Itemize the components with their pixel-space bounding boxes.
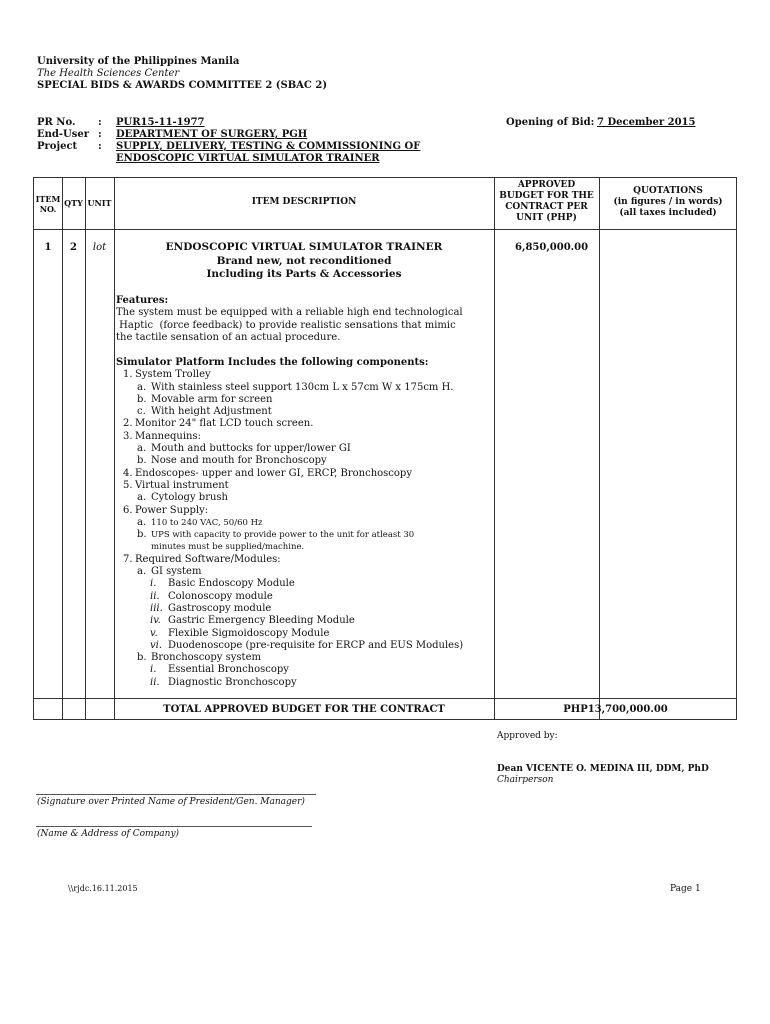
university-subtitle: The Health Sciences Center [37,68,180,79]
signature-line-2 [36,826,312,827]
platform-item-marker: 1. [123,369,133,381]
item-title: ENDOSCOPIC VIRTUAL SIMULATOR TRAINER Brand new, not reconditioned Including its Parts & Accessories [165,241,443,280]
project-sep: : [98,141,102,152]
platform-item [116,468,428,480]
platform-block [116,357,464,688]
row-unit: lot [92,242,107,253]
platform-item-text: Monitor 24" flat LCD touch screen. [135,418,314,430]
header-quotations: QUOTATIONS (in figures / in words) (all taxes included) [613,186,723,218]
platform-item [116,455,428,467]
platform-item-text: Mouth and buttocks for upper/lower GI [151,443,351,455]
platform-item-marker: b. [137,529,147,541]
platform-item [116,615,428,627]
platform-item-text: Power Supply: [135,504,209,516]
header-item-description: ITEM DESCRIPTION [251,197,357,207]
platform-item [116,480,428,492]
platform-item-text: Colonoscopy module [168,590,273,602]
platform-item [116,505,428,517]
header-qty: QTY [64,198,83,208]
platform-item-marker: b. [137,455,147,467]
platform-item [116,603,428,615]
platform-item [116,664,428,676]
features-block: Features: The system must be equipped with a reliable high end technological Haptic (force feedback) to provide realistic sensations that mimic the tactile sensation of an actual procedure. [116,295,463,343]
platform-item-text: Basic Endoscopy Module [168,578,295,590]
pr-label: PR No. [37,117,76,128]
platform-item-text: Mannequins: [135,430,201,442]
footer-reference: \\rjdc.16.11.2015 [68,884,138,893]
platform-item [116,517,428,529]
platform-item [116,591,428,603]
row-budget: 6,850,000.00 [515,242,589,253]
platform-item-marker: 3. [123,430,133,442]
platform-item-marker: 2. [123,418,133,430]
signature-caption-1: (Signature over Printed Name of President/Gen. Manager) [37,797,305,807]
header-approved-budget: APPROVED BUDGET FOR THE CONTRACT PER UNIT (PHP) [499,180,594,223]
platform-item-marker: ii. [150,676,160,688]
enduser-value: DEPARTMENT OF SURGERY, PGH [116,129,308,140]
approver-title: Chairperson [497,775,554,785]
platform-item [116,639,464,652]
platform-item-marker: a. [137,443,147,455]
platform-list [116,369,464,688]
platform-item-text: UPS with capacity to provide power to the unit for atleast 30 [151,530,415,541]
platform-item [116,406,428,418]
platform-item-text: Duodenoscope (pre-requisite for ERCP and EUS Modules) [168,639,464,651]
platform-item-marker: i. [150,664,157,676]
platform-item-text: Endoscopes- upper and lower GI, ERCP, Bronchoscopy [135,467,412,479]
platform-item-marker: a. [137,492,147,504]
platform-item [116,394,428,406]
platform-item-marker: b. [137,652,147,664]
platform-item [116,578,428,590]
platform-item-marker: c. [137,406,146,418]
project-value-line2: ENDOSCOPIC VIRTUAL SIMULATOR TRAINER [116,153,380,164]
enduser-label: End-User [37,129,90,140]
platform-item [116,418,428,430]
pr-sep: : [98,117,102,128]
total-label: TOTAL APPROVED BUDGET FOR THE CONTRACT [163,704,445,715]
platform-item-text: Gastric Emergency Bleeding Module [168,615,355,627]
platform-item-text: Bronchoscopy system [151,652,261,664]
enduser-sep: : [98,129,102,140]
header-item-no: ITEM NO. [35,194,61,214]
platform-item-marker: 4. [123,467,133,479]
platform-item-text: With stainless steel support 130cm L x 57cm W x 175cm H. [151,381,454,393]
approved-by-label: Approved by: [497,731,558,741]
platform-item-marker: vi. [150,639,163,651]
platform-item [116,677,428,689]
platform-item-text: GI system [151,566,202,578]
opening-label: Opening of Bid: [506,117,595,128]
platform-item-text: System Trolley [135,369,211,381]
platform-item-text: With height Adjustment [151,406,272,418]
platform-item [116,431,428,443]
platform-item-text: Movable arm for screen [151,393,273,405]
platform-item-marker: 6. [123,504,133,516]
platform-item [116,566,428,578]
platform-item-marker: b. [137,393,147,405]
row-qty: 2 [70,242,77,253]
platform-item-marker: a. [137,566,147,578]
platform-item-text: Nose and mouth for Bronchoscopy [151,455,327,467]
platform-item-text: Cytology brush [151,492,228,504]
signature-line-1 [36,794,316,795]
platform-item [116,628,428,640]
row-item-no: 1 [44,242,52,253]
platform-item-marker: a. [137,516,147,528]
platform-item-text: Flexible Sigmoidoscopy Module [168,627,330,639]
platform-item [116,492,428,504]
platform-item-marker: iv. [150,615,161,627]
signature-caption-2: (Name & Address of Company) [37,829,180,839]
university-name: University of the Philippines Manila [37,56,240,67]
platform-item-text: Gastroscopy module [168,602,272,614]
platform-item-marker: v. [150,627,158,639]
header-unit: UNIT [87,198,112,208]
platform-item [116,554,428,566]
platform-item [116,652,428,664]
platform-item-text: Virtual instrument [135,479,229,491]
platform-item [116,541,428,553]
project-label: Project [37,141,78,152]
platform-item-text: 110 to 240 VAC, 50/60 Hz [151,517,263,528]
platform-item-text: Required Software/Modules: [135,553,281,565]
platform-item [116,381,454,394]
platform-item-marker: 5. [123,479,133,491]
opening-date: 7 December 2015 [597,117,696,128]
platform-item-marker: i. [150,578,157,590]
platform-item-text: minutes must be supplied/machine. [151,542,305,553]
page-number: Page 1 [670,884,701,894]
approver-name: Dean VICENTE O. MEDINA III, DDM, PhD [497,764,709,774]
platform-item-text: Essential Bronchoscopy [168,664,289,676]
platform-heading: Simulator Platform Includes the following components: [116,357,429,368]
project-value-line1: SUPPLY, DELIVERY, TESTING & COMMISSIONING OF [116,141,421,152]
pr-value: PUR15-11-1977 [116,117,205,128]
committee-name: SPECIAL BIDS & AWARDS COMMITTEE 2 (SBAC 2) [37,80,328,91]
platform-item-marker: ii. [150,590,160,602]
platform-item-marker: a. [137,381,147,393]
platform-item-marker: 7. [123,553,133,565]
platform-item [116,443,428,455]
platform-item [116,529,428,541]
total-value: PHP13,700,000.00 [563,704,668,715]
platform-item-text: Diagnostic Bronchoscopy [168,676,297,688]
platform-item-marker: iii. [150,602,163,614]
platform-item [116,369,428,381]
